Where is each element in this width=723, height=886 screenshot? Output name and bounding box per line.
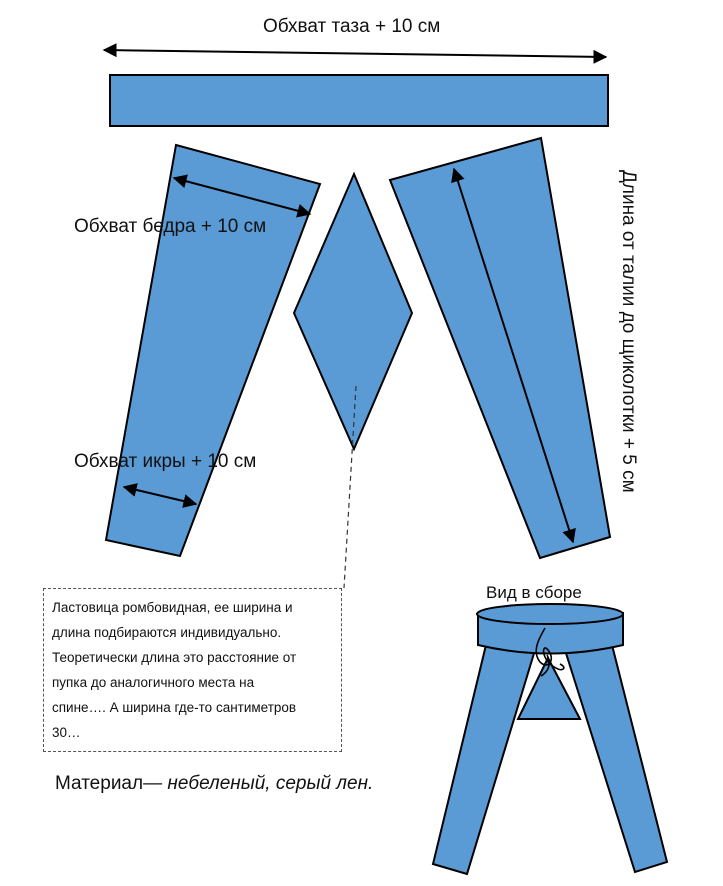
left-leg-piece bbox=[106, 145, 320, 556]
gusset-diamond bbox=[294, 174, 412, 449]
assembled-waistband-top bbox=[477, 604, 623, 624]
assembled-left-leg bbox=[433, 645, 535, 874]
note-line: длина подбираются индивидуально. bbox=[52, 625, 282, 640]
assembled-view bbox=[433, 604, 667, 874]
thigh-measure-label: Обхват бедра + 10 см bbox=[74, 216, 267, 237]
right-leg-piece bbox=[390, 138, 610, 558]
waistband-piece bbox=[110, 75, 608, 126]
length-measure-label: Длина от талии до щиколотки + 5 см bbox=[618, 170, 639, 493]
note-line: Теоретически длина это расстояние от bbox=[52, 650, 297, 665]
length-measure-label-wrap bbox=[617, 170, 641, 515]
hip-measure-label: Обхват таза + 10 см bbox=[263, 16, 441, 37]
material-caption bbox=[55, 773, 373, 795]
hip-measure-arrow bbox=[104, 50, 606, 57]
material-prefix: Материал— bbox=[55, 773, 168, 794]
assembled-view-title: Вид в сборе bbox=[486, 583, 582, 602]
note-line: Ластовица ромбовидная, ее ширина и bbox=[52, 600, 293, 615]
note-line: пупка до аналогичного места на bbox=[52, 675, 255, 690]
note-line: спине…. А ширина где-то сантиметров bbox=[52, 700, 297, 715]
assembled-right-leg bbox=[565, 645, 667, 872]
material-value: небеленый, серый лен. bbox=[167, 773, 374, 794]
note-line: 30… bbox=[52, 725, 81, 740]
calf-measure-label: Обхват икры + 10 см bbox=[74, 451, 257, 472]
gusset-note bbox=[43, 588, 342, 752]
